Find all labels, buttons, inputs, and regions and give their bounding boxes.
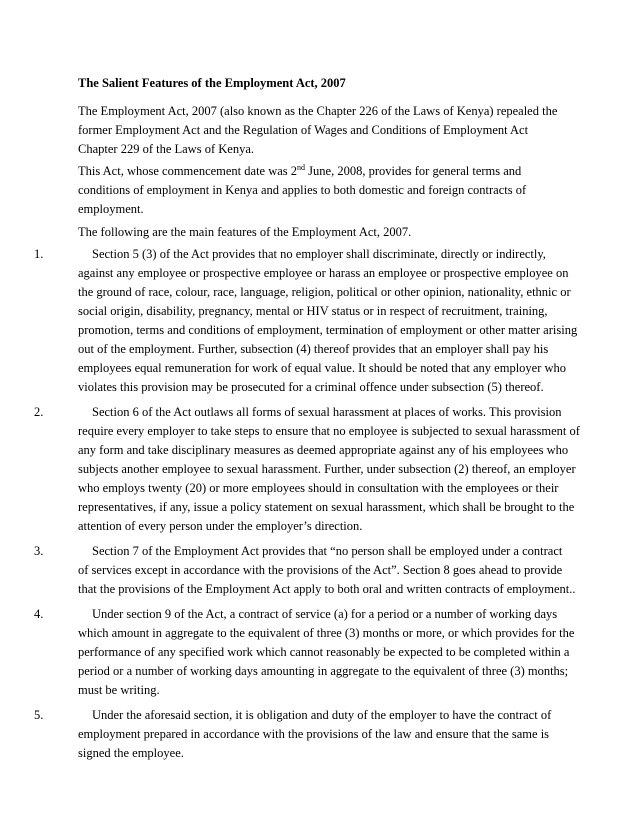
item-line: against any employee or prospective employee or harass an employee or prospective employee on: [78, 266, 569, 280]
item-line: any form and take disciplinary measures as deemed appropriate against any of his employees who: [78, 443, 569, 457]
intro-line: Chapter 229 of the Laws of Kenya.: [78, 142, 254, 156]
commencement-line: [78, 163, 564, 180]
item-line: period or a number of working days amounting in aggregate to the equivalent of three (3) months;: [78, 664, 569, 678]
item-number: 4.: [34, 607, 44, 621]
item-line: which amount in aggregate to the equivalent of three (3) months or more, or which provides for the: [78, 626, 575, 640]
item-line: subjects another employee to sexual harassment. Further, under subsection (2) thereof, an employer: [78, 462, 576, 476]
intro-line: former Employment Act and the Regulation of Wages and Conditions of Employment Act: [78, 123, 529, 137]
item-line: Under section 9 of the Act, a contract of service (a) for a period or a number of working days: [92, 607, 558, 621]
item-line: Section 7 of the Employment Act provides that “no person shall be employed under a contract: [92, 544, 563, 558]
commencement-text: June, 2008, provides for general terms and: [305, 164, 522, 178]
item-line: that the provisions of the Employment Act apply to both oral and written contracts of employment..: [78, 582, 576, 596]
ordinal-suffix: nd: [297, 162, 306, 172]
item-line: employees equal remuneration for work of equal value. It should be noted that any employer who: [78, 361, 567, 375]
lead-paragraph: The following are the main features of the Employment Act, 2007.: [78, 225, 412, 239]
item-line: Under the aforesaid section, it is obligation and duty of the employer to have the contract of: [92, 708, 552, 722]
item-line: signed the employee.: [78, 746, 184, 760]
item-line: of services except in accordance with the provisions of the Act”. Section 8 goes ahead to provide: [78, 563, 563, 577]
item-line: must be writing.: [78, 683, 160, 697]
item-line: performance of any specified work which cannot reasonably be expected to be completed within a: [78, 645, 570, 659]
commencement-line: conditions of employment in Kenya and applies to both domestic and foreign contracts of: [78, 183, 527, 197]
intro-line: The Employment Act, 2007 (also known as the Chapter 226 of the Laws of Kenya) repealed the: [78, 104, 558, 118]
item-line: attention of every person under the employer’s direction.: [78, 519, 363, 533]
commencement-line: employment.: [78, 202, 144, 216]
item-line: representatives, if any, issue a policy statement on sexual harassment, which shall be brought to the: [78, 500, 575, 514]
item-number: 3.: [34, 544, 44, 558]
item-line: social origin, disability, pregnancy, mental or HIV status or in respect of recruitment, training,: [78, 304, 548, 318]
item-number: 2.: [34, 405, 44, 419]
item-line: who employs twenty (20) or more employees should in consultation with the employees or their: [78, 481, 559, 495]
item-line: require every employer to take steps to ensure that no employee is subjected to sexual harassment of: [78, 424, 580, 438]
item-line: violates this provision may be prosecuted for a criminal offence under subsection (5) thereof.: [78, 380, 544, 394]
item-line: promotion, terms and conditions of employment, termination of employment or other matter arising: [78, 323, 578, 337]
item-number: 5.: [34, 708, 44, 722]
item-line: Section 6 of the Act outlaws all forms of sexual harassment at places of works. This provision: [92, 405, 562, 419]
document-title: The Salient Features of the Employment Act, 2007: [78, 76, 346, 90]
item-line: out of the employment. Further, subsection (4) thereof provides that an employer shall pay his: [78, 342, 549, 356]
item-line: Section 5 (3) of the Act provides that no employer shall discriminate, directly or indirectly,: [92, 247, 546, 261]
item-line: the ground of race, colour, race, language, religion, political or other opinion, nationality, ethnic or: [78, 285, 571, 299]
item-number: 1.: [34, 247, 44, 261]
commencement-text: This Act, whose commencement date was 2: [78, 164, 298, 178]
item-line: employment prepared in accordance with the provisions of the law and ensure that the same is: [78, 727, 550, 741]
